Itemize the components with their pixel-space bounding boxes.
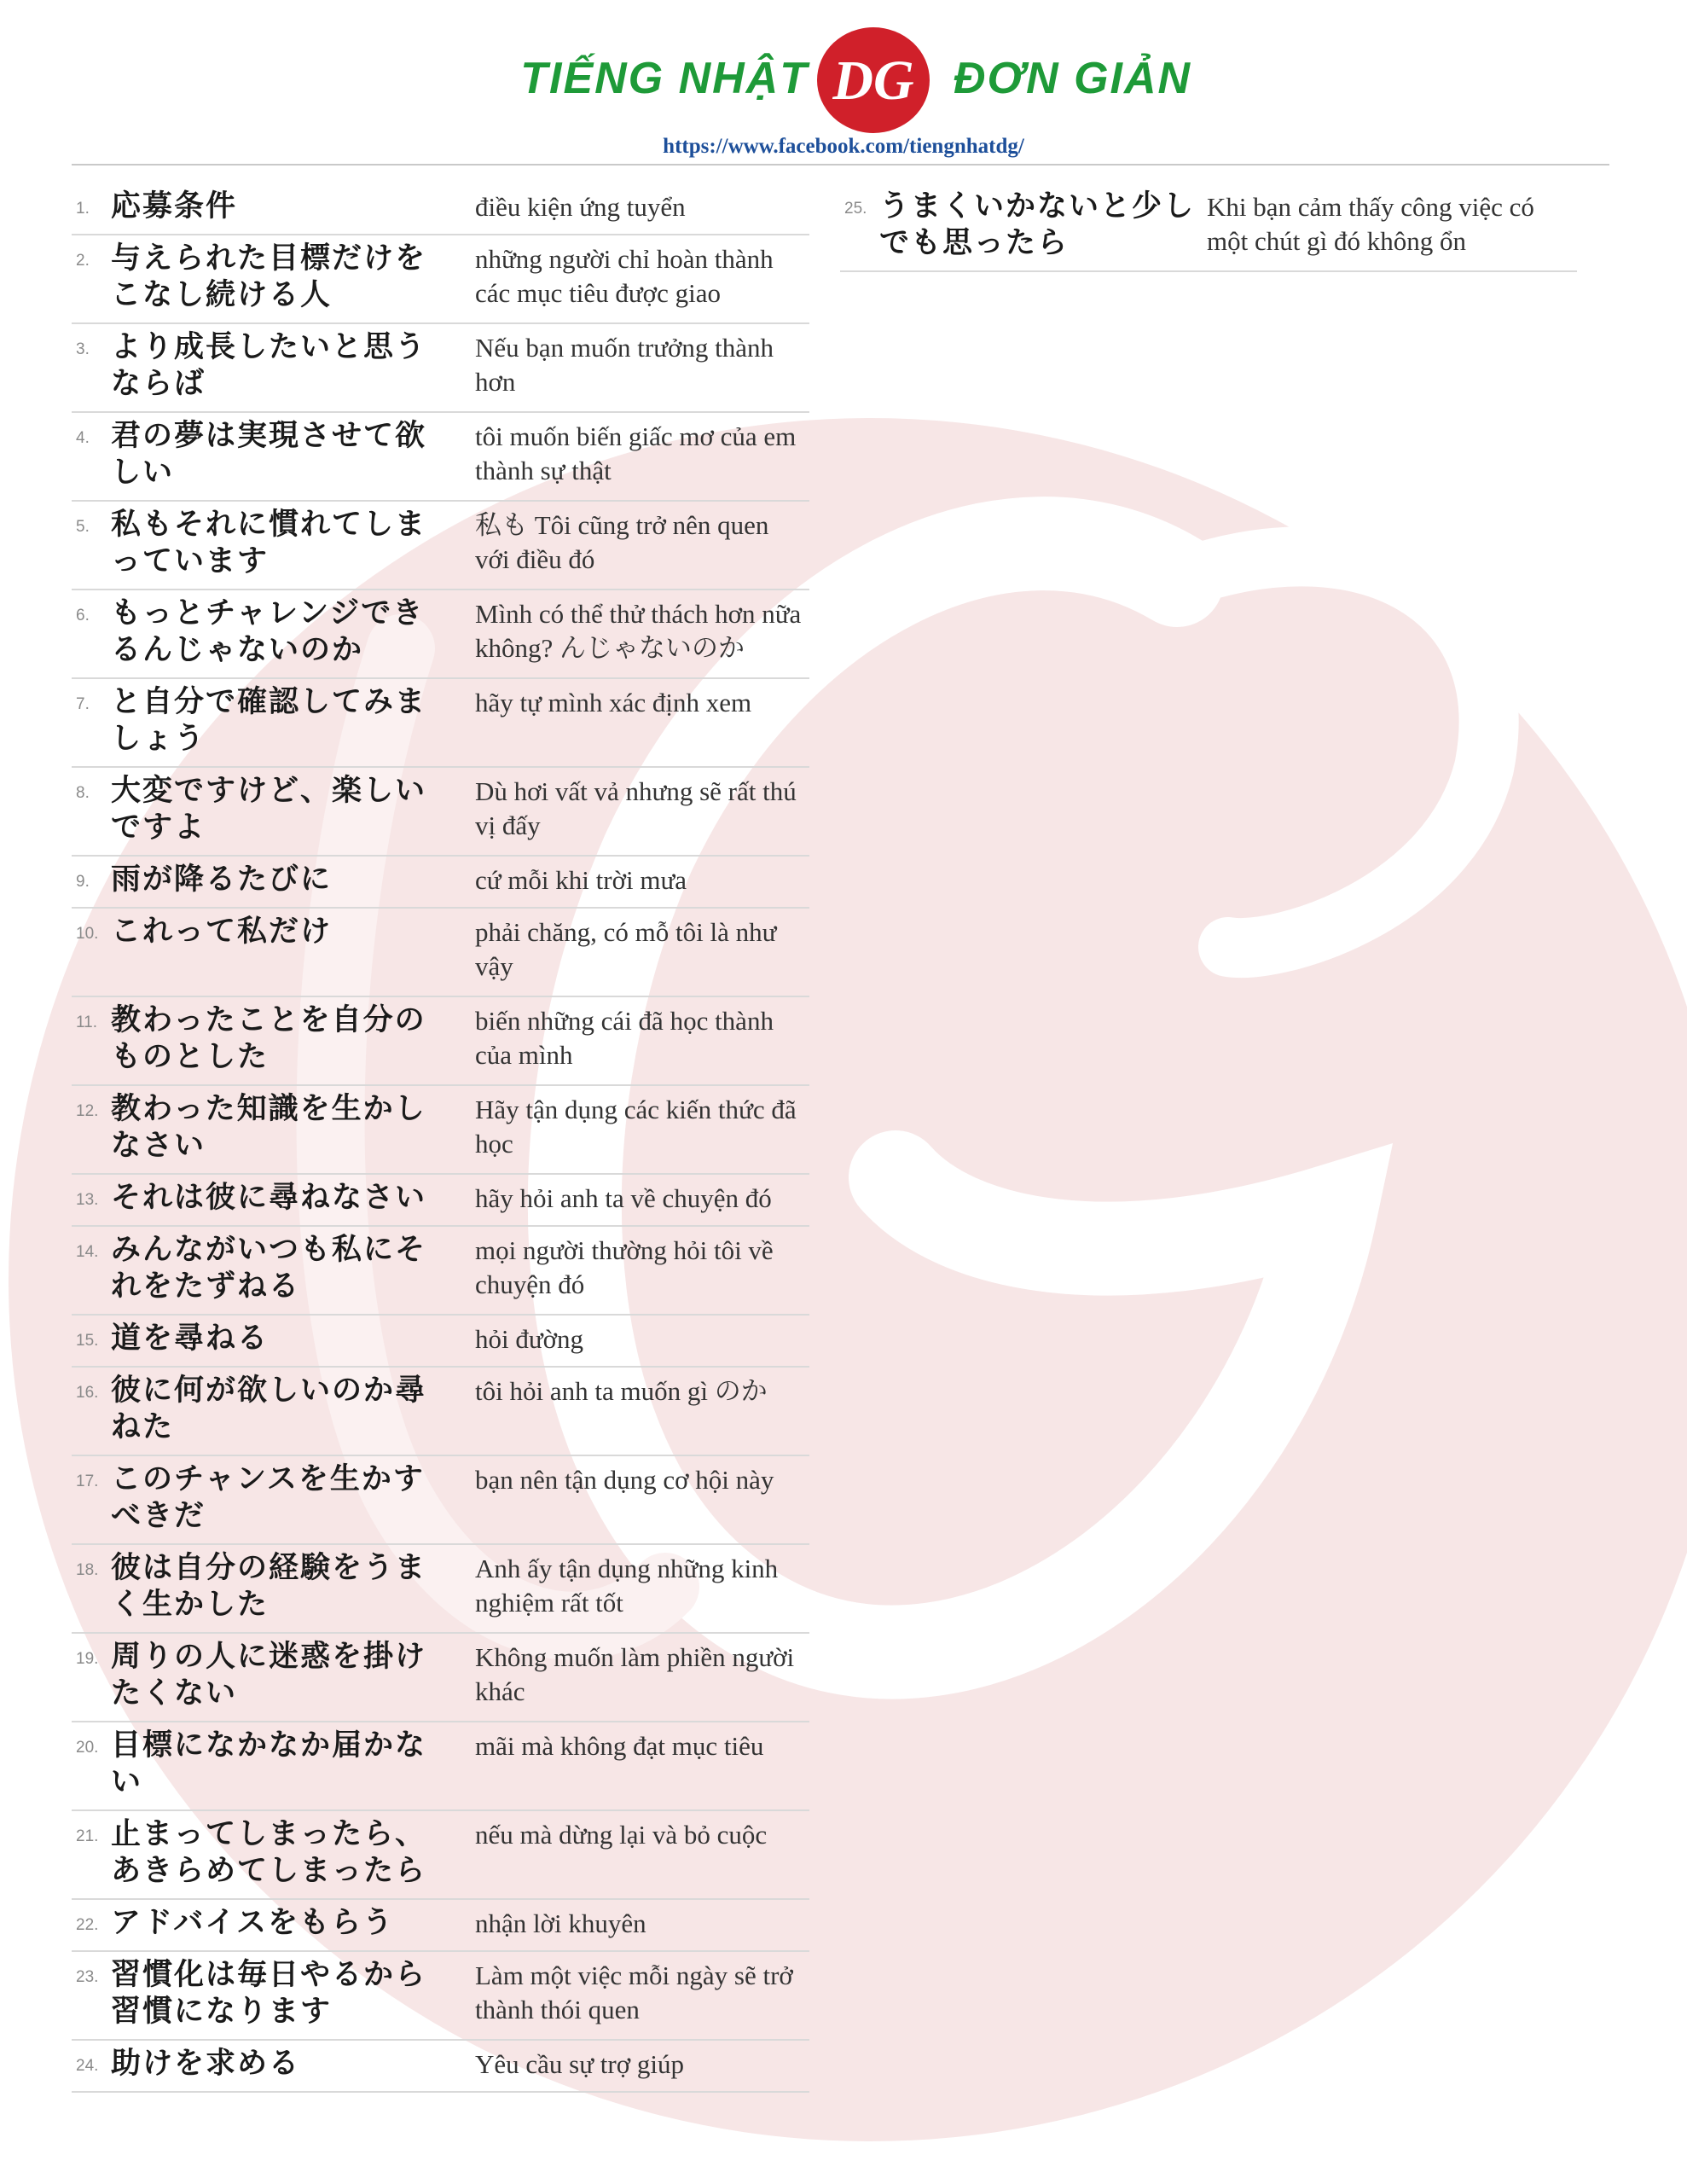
vietnamese-meaning: 私も Tôi cũng trở nên quen với điều đó <box>475 510 769 574</box>
vocab-column-left <box>72 183 809 2093</box>
japanese-phrase: 雨が降るたびに <box>111 863 333 897</box>
vietnamese-meaning: mãi mà không đạt mục tiêu <box>475 1731 764 1761</box>
vocab-row <box>72 1368 809 1456</box>
vietnamese-meaning: bạn nên tận dụng cơ hội này <box>475 1465 774 1495</box>
vocab-row <box>72 183 809 235</box>
japanese-phrase: と自分で確認してみましょう <box>111 685 427 756</box>
vietnamese-meaning: điều kiện ứng tuyển <box>475 192 686 222</box>
japanese-phrase: 目標になかなか届かない <box>111 1728 427 1799</box>
vocab-column-right <box>840 183 1577 272</box>
japanese-phrase: 教わったことを自分のものとした <box>111 1003 426 1074</box>
vietnamese-meaning: tôi hỏi anh ta muốn gì のか <box>475 1376 768 1406</box>
entry-number: 22. <box>76 1916 99 1934</box>
vietnamese-meaning: Nếu bạn muốn trưởng thành hơn <box>475 333 774 397</box>
vietnamese-meaning: nhận lời khuyên <box>475 1908 646 1938</box>
japanese-phrase: これって私だけ <box>111 915 333 949</box>
japanese-phrase: アドバイスをもらう <box>111 1906 394 1940</box>
entry-number: 7. <box>76 695 90 713</box>
vocab-row <box>72 857 809 909</box>
vocab-row <box>72 324 809 413</box>
entry-number: 12. <box>76 1102 99 1120</box>
vietnamese-meaning: Dù hơi vất vả nhưng sẽ rất thú vị đấy <box>475 776 797 840</box>
vietnamese-meaning: những người chỉ hoàn thành các mục tiêu được giao <box>475 244 774 308</box>
japanese-phrase: より成長したいと思うならば <box>111 330 427 401</box>
vietnamese-meaning: hãy tự mình xác định xem <box>475 688 752 717</box>
japanese-phrase: 習慣化は毎日やるから習慣になります <box>111 1958 427 2029</box>
brand-left-text: TIẾNG NHẬT <box>520 54 809 103</box>
entry-number: 6. <box>76 607 90 624</box>
vocab-row <box>72 413 809 502</box>
japanese-phrase: 彼に何が欲しいのか尋ねた <box>111 1374 427 1444</box>
vietnamese-meaning: Hãy tận dụng các kiến thức đã học <box>475 1095 797 1159</box>
japanese-phrase: みんながいつも私にそれをたずねる <box>111 1233 427 1304</box>
vietnamese-meaning: tôi muốn biến giấc mơ của em thành sự thật <box>475 421 797 485</box>
brand-right-text: ĐƠN GIẢN <box>954 54 1192 103</box>
entry-number: 21. <box>76 1827 99 1845</box>
vocab-row <box>72 1456 809 1545</box>
vietnamese-meaning: phải chăng, có mỗ tôi là như vậy <box>475 917 777 981</box>
entry-number: 19. <box>76 1650 99 1668</box>
entry-number: 14. <box>76 1243 99 1261</box>
japanese-phrase: 君の夢は実現させて欲しい <box>111 419 427 490</box>
vocab-row <box>840 183 1577 272</box>
entry-number: 10. <box>76 925 99 943</box>
vocab-row <box>72 1086 809 1175</box>
vocab-row <box>72 502 809 590</box>
vietnamese-meaning: nếu mà dừng lại và bỏ cuộc <box>475 1820 768 1850</box>
japanese-phrase: 与えられた目標だけをこなし続ける人 <box>111 241 427 312</box>
vocab-row <box>72 1900 809 1952</box>
entry-number: 11. <box>76 1014 98 1031</box>
vocab-row <box>72 909 809 997</box>
entry-number: 4. <box>76 429 90 447</box>
vocab-row <box>72 2041 809 2093</box>
japanese-phrase: 周りの人に迷惑を掛けたくない <box>111 1640 427 1711</box>
vocab-row <box>72 997 809 1086</box>
japanese-phrase: もっとチャレンジできるんじゃないのか <box>111 596 425 667</box>
entry-number: 15. <box>76 1332 99 1350</box>
japanese-phrase: 彼は自分の経験をうまく生かした <box>111 1551 427 1622</box>
vocab-row <box>72 590 809 679</box>
japanese-phrase: このチャンスを生かすべきだ <box>111 1462 425 1533</box>
vocab-row <box>72 1634 809 1722</box>
vietnamese-meaning: Làm một việc mỗi ngày sẽ trở thành thói quen <box>475 1960 793 2024</box>
entry-number: 20. <box>76 1739 99 1757</box>
dg-logo-icon <box>814 24 933 136</box>
vietnamese-meaning: Anh ấy tận dụng những kinh nghiệm rất tốt <box>475 1554 779 1618</box>
vietnamese-meaning: biến những cái đã học thành của mình <box>475 1006 774 1070</box>
vietnamese-meaning: hãy hỏi anh ta về chuyện đó <box>475 1183 772 1213</box>
entry-number: 1. <box>76 200 90 218</box>
vocab-row <box>72 1316 809 1368</box>
vocab-row <box>72 1175 809 1227</box>
facebook-url-link[interactable]: https://www.facebook.com/tiengnhatdg/ <box>663 135 1024 158</box>
japanese-phrase: 助けを求める <box>111 2047 301 2081</box>
entry-number: 18. <box>76 1561 99 1579</box>
logo-text: DG <box>832 49 914 112</box>
japanese-phrase: 応募条件 <box>111 189 238 224</box>
vocab-row <box>72 235 809 324</box>
vietnamese-meaning: mọi người thường hỏi tôi về chuyện đó <box>475 1235 774 1299</box>
japanese-phrase: 教わった知識を生かしなさい <box>111 1092 426 1163</box>
entry-number: 17. <box>76 1472 99 1490</box>
vietnamese-meaning: Khi bạn cảm thấy công việc có một chút gì đó không ổn <box>1207 192 1534 256</box>
vietnamese-meaning: cứ mỗi khi trời mưa <box>475 865 687 895</box>
japanese-phrase: それは彼に尋ねなさい <box>111 1181 427 1215</box>
japanese-phrase: うまくいかないと少しでも思ったら <box>879 189 1196 260</box>
entry-number: 25. <box>844 200 867 218</box>
entry-number: 5. <box>76 518 90 536</box>
vietnamese-meaning: Không muốn làm phiền người khác <box>475 1642 795 1706</box>
vocab-row <box>72 679 809 768</box>
vocab-row <box>72 1811 809 1900</box>
japanese-phrase: 私もそれに慣れてしまっています <box>111 508 427 578</box>
vocab-row <box>72 1722 809 1811</box>
japanese-phrase: 大変ですけど、楽しいですよ <box>111 774 427 845</box>
vietnamese-meaning: Mình có thể thử thách hơn nữa không? んじゃないのか <box>475 599 802 663</box>
entry-number: 2. <box>76 252 90 270</box>
vocab-row <box>72 1227 809 1316</box>
entry-number: 16. <box>76 1384 99 1402</box>
vietnamese-meaning: hỏi đường <box>475 1324 584 1354</box>
japanese-phrase: 止まってしまったら、あきらめてしまったら <box>111 1817 427 1888</box>
vocab-row <box>72 768 809 857</box>
entry-number: 8. <box>76 784 90 802</box>
vocab-row <box>72 1545 809 1634</box>
page-header <box>0 0 1687 171</box>
entry-number: 23. <box>76 1968 99 1986</box>
entry-number: 3. <box>76 340 90 358</box>
entry-number: 24. <box>76 2057 99 2075</box>
entry-number: 13. <box>76 1191 99 1209</box>
japanese-phrase: 道を尋ねる <box>111 1321 270 1356</box>
header-divider <box>72 164 1609 166</box>
vietnamese-meaning: Yêu cầu sự trợ giúp <box>475 2049 684 2079</box>
brand-banner <box>0 24 1687 126</box>
entry-number: 9. <box>76 873 90 891</box>
vocab-row <box>72 1952 809 2041</box>
